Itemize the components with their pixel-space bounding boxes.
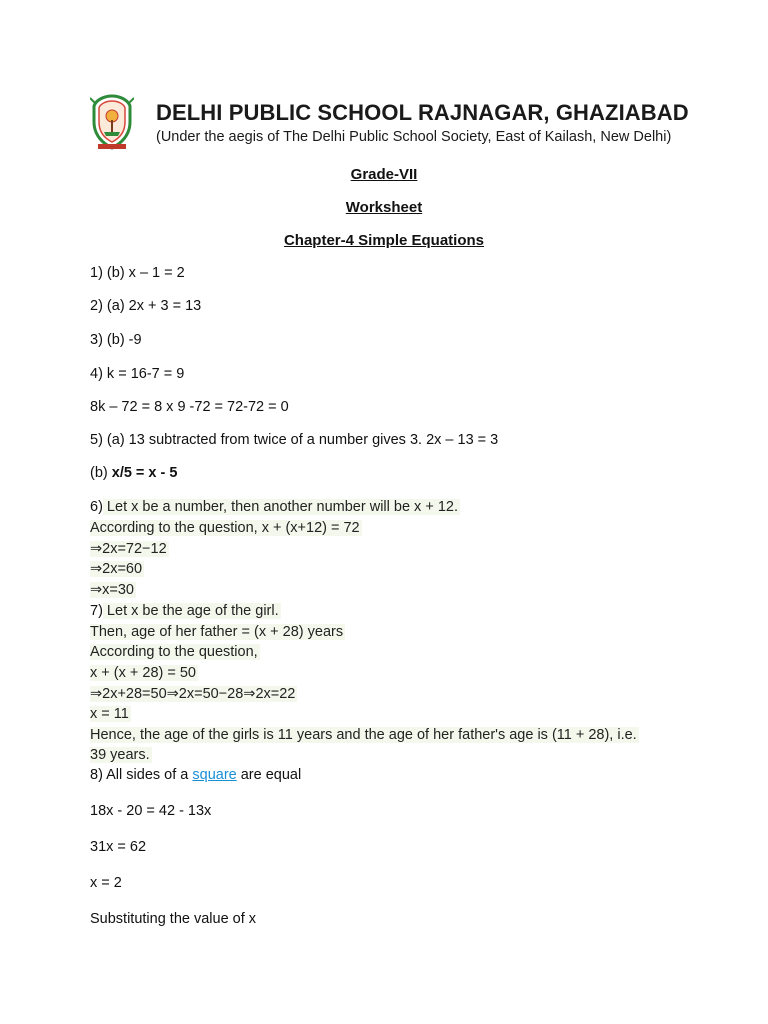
grade-title: Grade-VII [350, 166, 418, 183]
answer-8-line-3: 31x = 62 [90, 839, 147, 855]
answer-8-line-2: 18x - 20 = 42 - 13x [90, 803, 212, 819]
answer-5a: 5) (a) 13 subtracted from twice of a number gives 3. 2x – 13 = 3 [90, 432, 499, 448]
answer-8-number: 8) [90, 767, 103, 783]
answer-5b-label: (b) [90, 465, 112, 481]
answer-6-line-4: ⇒2x=60 [90, 561, 143, 577]
school-name: DELHI PUBLIC SCHOOL RAJNAGAR, GHAZIABAD [156, 100, 689, 125]
answer-7-line-5: ⇒2x+28=50⇒2x=50−28⇒2x=22 [90, 686, 296, 702]
answer-4-work: 8k – 72 = 8 x 9 -72 = 72-72 = 0 [90, 399, 289, 415]
chapter-title: Chapter-4 Simple Equations [283, 232, 485, 249]
answer-8-line-5: Substituting the value of x [90, 911, 257, 927]
answer-7-line-4: x + (x + 28) = 50 [90, 665, 196, 681]
answer-6-line-3: ⇒2x=72−12 [90, 541, 167, 557]
answer-5b [90, 465, 177, 481]
answer-8-line-1: 8) All sides of a square are equal [90, 767, 302, 783]
answer-6-text-1: Let x be a number, then another number will be x + 12. [102, 499, 458, 515]
answer-7-line-7: Hence, the age of the girls is 11 years and the age of her father's age is (11 + 28), i.e. [90, 727, 637, 743]
answer-6-number: 6) [90, 499, 103, 515]
school-header [90, 92, 689, 152]
answer-1: 1) (b) x – 1 = 2 [90, 265, 185, 281]
school-subtitle: (Under the aegis of The Delhi Public School Society, East of Kailash, New Delhi) [156, 129, 672, 145]
answer-6-line-2: According to the question, x + (x+12) = 72 [90, 520, 360, 536]
answer-7-line-1: 7) Let x be the age of the girl. [90, 603, 279, 619]
answer-3: 3) (b) -9 [90, 332, 142, 348]
answer-6-line-5: ⇒x=30 [90, 582, 134, 598]
answer-4: 4) k = 16-7 = 9 [90, 366, 185, 382]
school-logo-icon [90, 92, 134, 150]
answer-2: 2) (a) 2x + 3 = 13 [90, 298, 202, 314]
answer-6-line-1 [90, 499, 460, 515]
answer-7-line-6: x = 11 [90, 706, 129, 722]
answer-8-line-4: x = 2 [90, 875, 122, 891]
answer-7-line-3: According to the question, [90, 644, 258, 660]
worksheet-title: Worksheet [345, 199, 423, 216]
answer-7-line-8: 39 years. [90, 747, 150, 763]
answer-7-line-2: Then, age of her father = (x + 28) years [90, 624, 344, 640]
answer-5b-equation: x/5 = x - 5 [111, 465, 178, 481]
answer-7-number: 7) [90, 603, 103, 619]
square-link[interactable]: square [192, 767, 237, 783]
